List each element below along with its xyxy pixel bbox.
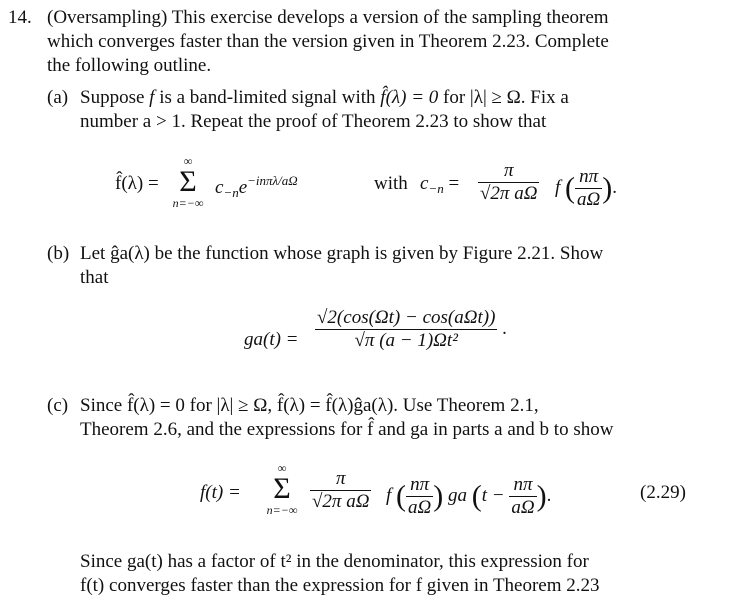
eq-c-sum [262,462,302,516]
eq-b-period: . [502,317,507,339]
part-c-line-1: Since f̂(λ) = 0 for |λ| ≥ Ω, f̂(λ) = f̂(λ)ĝa(λ). Use Theorem 2.1, [80,395,539,416]
eq-b-den: √π (a − 1)Ωt² [354,330,458,351]
eq-c-frac-den: √2π aΩ [312,491,370,512]
closing-line-1: Since ga(t) has a factor of t² in the denominator, this expression for [80,551,589,572]
eq-c-g: ga [448,484,468,506]
part-c-label: (c) [47,395,69,416]
eq-c-g-arg-pre: t − [481,484,505,506]
problem-number: 14. [8,7,32,28]
part-a-line-1 [80,86,569,110]
eq-a-c-sub: −n [428,181,444,196]
eq-c-arg-num: nπ [406,474,433,497]
eq-a-period: . [612,176,618,198]
eq-a-frac [478,160,539,205]
part-a-f-symbol: f [149,87,155,108]
eq-a-sum [168,155,208,209]
eq-a-term [215,173,298,201]
eq-c-frac [310,468,371,513]
eq-a-c [420,173,459,197]
problem-line-3: the following outline. [47,55,212,76]
eq-a-f-of: f ( $\frac{n\pi}{a\Omega}$ ). [555,166,618,210]
eq-c-frac-num: π [310,468,371,491]
eq-a-term-e: e [238,177,248,198]
part-b-line-1: Let ĝa(λ) be the function whose graph is given by Figure 2.21. Show [80,243,604,264]
eq-a-frac-den: √2π aΩ [480,183,538,204]
eq-c-lhs: f(t) = [200,482,241,503]
eq-c-sum-top: ∞ [277,461,287,475]
eq-b-frac [315,307,507,352]
eq-c-period: . [546,484,552,506]
eq-c-sum-sigma: Σ [273,472,291,505]
eq-a-with: with [374,173,408,194]
part-a-text-condition: for |λ| ≥ Ω. Fix a [443,87,569,108]
eq-a-lhs: f̂(λ) = [115,173,159,194]
equation-number: (2.29) [640,482,686,503]
part-b-label: (b) [47,243,70,264]
closing-line-2: f(t) converges faster than the expression for f given in Theorem 2.23 [80,575,600,596]
part-a-text-suppose: Suppose [80,87,145,108]
part-a-line-2: number a > 1. Repeat the proof of Theorem 2.23 to show that [80,111,547,132]
problem-line-2: which converges faster than the version given in Theorem 2.23. Complete [47,31,609,52]
part-a-text-bandlimited: is a band-limited signal with [159,87,376,108]
eq-a-term-c-sub: −n [223,185,239,200]
eq-a-c-symbol: c [420,173,429,194]
eq-c-sum-bottom: n=−∞ [266,503,298,517]
eq-a-term-exp: −inπλ/aΩ [247,173,298,188]
eq-c-g-arg-num: nπ [509,474,536,497]
part-c-line-2: Theorem 2.6, and the expressions for f̂ and ga in parts a and b to show [80,419,614,440]
eq-a-sum-bottom: n=−∞ [172,196,204,210]
eq-a-f: f [555,176,561,198]
eq-a-sum-top: ∞ [183,154,193,168]
eq-a-arg-den: aΩ [577,189,601,210]
eq-c-arg-den: aΩ [408,497,432,518]
part-a-fhat-zero: f̂(λ) = 0 [380,87,439,108]
eq-b-num: √2(cos(Ωt) − cos(aΩt)) [317,307,496,328]
eq-b-lhs: ga(t) = [244,329,299,350]
eq-c-rhs: f ( $\frac{n\pi}{a\Omega}$ ) ga (t − $\frac{n\pi}{a\Omega}$ ). [386,474,552,518]
problem-line-1: (Oversampling) This exercise develops a version of the sampling theorem [47,7,609,28]
eq-a-arg-num: nπ [575,166,602,189]
eq-a-term-c: c [215,177,224,198]
eq-a-frac-num: π [478,160,539,183]
eq-a-equals: = [448,173,460,194]
eq-c-f: f [386,484,392,506]
part-b-line-2: that [80,267,109,288]
eq-a-sum-sigma: Σ [179,165,197,198]
eq-c-g-arg-den: aΩ [511,497,535,518]
part-a-label: (a) [47,87,69,108]
